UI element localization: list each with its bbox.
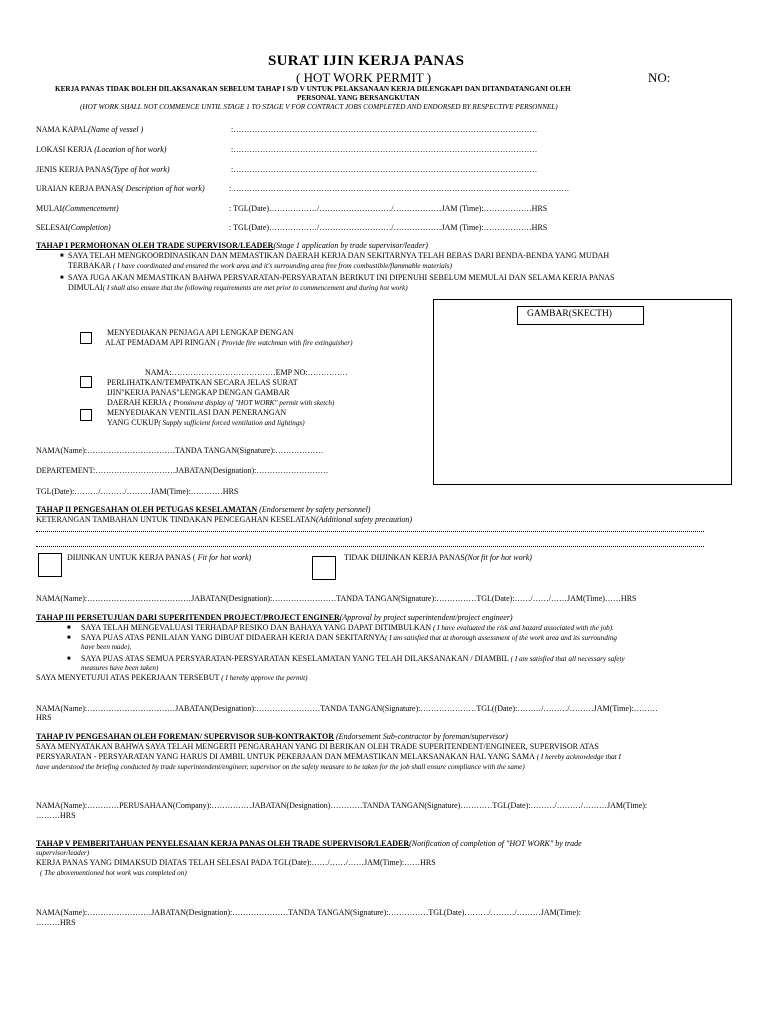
warning-line-2: PERSONAL YANG BERSANGKUTAN bbox=[297, 94, 420, 102]
bullet-icon: ■ bbox=[67, 656, 71, 662]
stage-1-bullet-1-cont: TERBAKAR ( I have coordinated and ensured the work area and it's surrounding area free from combustible/flammable materials) bbox=[68, 261, 452, 270]
sketch-label: GAMBAR(SKECTH) bbox=[527, 309, 612, 319]
stage-5-heading-cont: supervisor/leader) bbox=[36, 849, 90, 857]
stage-3-signature-line[interactable]: NAMA(Name):……………………………JABATAN(Designation):……………………TANDA TANGAN(Signature):…………………TGL((Date):………/………/………JAM(Time):……… bbox=[36, 704, 658, 713]
check-2-line-2: IJIN"KERJA PANAS"LENGKAP DENGAN GAMBAR bbox=[107, 388, 290, 397]
stage-4-line-2: PERSYARATAN - PERSYARATAN YANG HARUS DI AMBIL UNTUK PEKERJAAN DAN MEMASTIKAN MELAKSANAKAN HAL YANG SAMA ( I hereby acknowledge that I bbox=[36, 752, 621, 761]
permit-number-label: NO: bbox=[648, 70, 671, 85]
warning-line-1: KERJA PANAS TIDAK BOLEH DILAKSANAKAN SEBELUM TAHAP I S/D V UNTUK PELAKSANAAN KERJA DILENGKAPI DAN DITANDATANGANI OLEH bbox=[55, 85, 571, 93]
checkbox-fire-watchman[interactable] bbox=[80, 332, 92, 344]
bullet-icon: ■ bbox=[67, 625, 71, 631]
field-label-location: LOKASI KERJA (Location of hot work) bbox=[36, 145, 167, 154]
stage-1-bullet-2: SAYA JUGA AKAN MEMASTIKAN BAHWA PERSYARATAN-PERSYARATAN BERIKUT INI DIPENUHI SEBELUM MEMULAI DAN SELAMA KERJA PANAS bbox=[68, 273, 615, 282]
check-1-line-1: MENYEDIAKAN PENJAGA API LENGKAP DENGAN bbox=[107, 328, 294, 337]
field-label-description: URAIAN KERJA PANAS( Description of hot work) bbox=[36, 184, 205, 193]
stage-1-signature-name[interactable]: NAMA(Name):……………………………TANDA TANGAN(Signature):……………… bbox=[36, 446, 324, 455]
stage-2-note: KETERANGAN TAMBAHAN UNTUK TINDAKAN PENCEGAHAN KESELATAN(Additional safety precaution) bbox=[36, 515, 413, 524]
stage-3-bullet-2: SAYA PUAS ATAS PENILAIAN YANG DIBUAT DIDAERAH KERJA DAN SEKITARNYA( I am satisfied that at thorough assessment of the work area and its surrounding bbox=[81, 633, 618, 642]
stage-3-bullet-3-cont: measures have been taken) bbox=[81, 664, 159, 672]
field-label-vessel: NAMA KAPAL(Name of vessel ) bbox=[36, 125, 144, 134]
stage-5-line-1-en: ( The abovementioned hot work was completed on) bbox=[40, 869, 187, 877]
bullet-icon: ■ bbox=[67, 635, 71, 641]
check-3-line-2: YANG CUKUP( Supply sufficient forced ventilation and lightings) bbox=[107, 418, 305, 427]
stage-3-signature-hrs: HRS bbox=[36, 713, 52, 722]
bullet-icon: ■ bbox=[60, 275, 64, 281]
bullet-icon: ■ bbox=[60, 253, 64, 259]
warning-english: (HOT WORK SHALL NOT COMMENCE UNTIL STAGE 1 TO STAGE V FOR CONTRACT JOBS COMPLETED AND ENDORSED BY RESPECTIVE PERSONNEL) bbox=[80, 103, 558, 111]
stage-1-date[interactable]: TGL(Date):………/………/………JAM(Time):…………HRS bbox=[36, 487, 239, 496]
check-2-line-3: DAERAH KERJA ( Prominent display of "HOT WORK" permit with sketch) bbox=[107, 398, 335, 407]
watchman-name-line[interactable]: NAMA:…………………………………EMP NO:…………… bbox=[145, 368, 348, 377]
checkbox-not-fit-for-hot-work[interactable] bbox=[312, 556, 336, 580]
field-label-commencement: MULAI(Commencement) bbox=[36, 204, 119, 213]
field-value-type[interactable]: :…………………………………………………………………………………………………… bbox=[231, 165, 538, 174]
note-line-1[interactable] bbox=[36, 531, 704, 532]
checkbox-display-permit[interactable] bbox=[80, 376, 92, 388]
stage-5-line-1[interactable]: KERJA PANAS YANG DIMAKSUD DIATAS TELAH SELESAI PADA TGL(Date):……/……/……JAM(Time):……HRS bbox=[36, 858, 436, 867]
stage-3-heading: TAHAP III PERSETUJUAN DARI SUPERITENDEN PROJECT/PROJECT ENGINER(Approval by project superintendent/project engineer) bbox=[36, 613, 513, 622]
stage-3-bullet-3: SAYA PUAS ATAS SEMUA PERSYARATAN-PERSYARATAN KESELAMATAN YANG TELAH DILAKSANAKAN / DIAMBIL ( I am satisfied that all necessary safety bbox=[81, 654, 625, 663]
check-1-line-2: ALAT PEMADAM API RINGAN ( Provide fire watchman with fire extinguisher) bbox=[105, 338, 353, 347]
stage-1-department[interactable]: DEPARTEMENT:…………………………JABATAN(Designation):……………………… bbox=[36, 466, 329, 475]
stage-2-signature-line[interactable]: NAMA(Name):…………………………………JABATAN(Designation):……………………TANDA TANGAN(Signature):……………TGL(Date):……/……/……JAM(Time)……HRS bbox=[36, 594, 637, 603]
field-value-commencement[interactable]: : TGL(Date)………………/………………………/………………JAM (Time):………………HRS bbox=[229, 204, 548, 213]
stage-5-signature-line[interactable]: NAMA(Name):……………………JABATAN(Designation):…………………TANDA TANGAN(Signature):……………TGL(Date)………/………/………JAM(Time): bbox=[36, 908, 581, 917]
form-title: SURAT IJIN KERJA PANAS bbox=[268, 53, 465, 69]
stage-1-bullet-2-cont: DIMULAI( I shall also ensure that the following requirements are met prior to commencement and during hot work) bbox=[68, 283, 408, 292]
field-value-completion[interactable]: : TGL(Date)………………/………………………/………………JAM (Time):………………HRS bbox=[229, 223, 548, 232]
checkbox-ventilation[interactable] bbox=[80, 409, 92, 421]
field-value-location[interactable]: :…………………………………………………………………………………………………… bbox=[231, 145, 538, 154]
stage-4-heading: TAHAP IV PENGESAHAN OLEH FOREMAN/ SUPERVISOR SUB-KONTRAKTOR (Endorsement Sub-contractor by foreman/supervisor) bbox=[36, 732, 508, 741]
sketch-area[interactable] bbox=[433, 299, 732, 485]
check-3-line-1: MENYEDIAKAN VENTILASI DAN PENERANGAN bbox=[107, 408, 287, 417]
field-value-vessel[interactable]: :…………………………………………………………………………………………………… bbox=[231, 125, 538, 134]
note-line-2[interactable] bbox=[36, 546, 704, 547]
stage-4-signature-line[interactable]: NAMA(Name):…………PERUSAHAAN(Company):……………JABATAN(Designation)…………TANDA TANGAN(Signature)…………TGL(Date):………/………/………JAM(Time): bbox=[36, 801, 648, 810]
stage-3-bullet-1: SAYA TELAH MENGEVALUASI TERHADAP RESIKO DAN BAHAYA YANG DAPAT DITIMBULKAN ( I have evaluated the risk and hazard associated with the job). bbox=[81, 623, 614, 632]
field-label-completion: SELESAI(Completion) bbox=[36, 223, 111, 232]
checkbox-fit-for-hot-work[interactable] bbox=[38, 553, 62, 577]
stage-1-bullet-1: SAYA TELAH MENGKOORDINASIKAN DAN MEMASTIKAN DAERAH KERJA DAN SEKITARNYA TELAH BEBAS DARI BENDA-BENDA YANG MUDAH bbox=[68, 251, 610, 260]
fit-label: DIIJINKAN UNTUK KERJA PANAS ( Fit for hot work) bbox=[67, 553, 252, 562]
stage-4-line-3: have understood the briefing conducted by trade superintendent/engineer, supervisor on the safety measure to be taken for the job shall ensure compliance with the same) bbox=[36, 763, 525, 771]
not-fit-label: TIDAK DIIJINKAN KERJA PANAS(Not fit for hot work) bbox=[344, 553, 532, 562]
check-2-line-1: PERLIHATKAN/TEMPATKAN SECARA JELAS SURAT bbox=[107, 378, 298, 387]
stage-4-line-1: SAYA MENYATAKAN BAHWA SAYA TELAH MENGERTI PENGARAHAN YANG DI BERIKAN OLEH TRADE SUPERITENDENT/ENGINEER, SUPERVISOR ATAS bbox=[36, 742, 599, 751]
form-subtitle: ( HOT WORK PERMIT ) bbox=[296, 70, 432, 85]
field-label-type: JENIS KERJA PANAS(Type of hot work) bbox=[36, 165, 170, 174]
stage-5-heading: TAHAP V PEMBERITAHUAN PENYELESAIAN KERJA PANAS OLEH TRADE SUPERVISOR/LEADER(Notification of completion of "HOT WORK" by trade bbox=[36, 839, 582, 848]
stage-2-heading: TAHAP II PENGESAHAN OLEH PETUGAS KESELAMATAN (Endorsement by safety personnel) bbox=[36, 505, 371, 514]
stage-1-heading: TAHAP I PERMOHONAN OLEH TRADE SUPERVISOR/LEADER(Stage 1 application by trade supervisor/leader) bbox=[36, 241, 428, 250]
stage-5-signature-hrs: ………HRS bbox=[36, 918, 76, 927]
stage-4-signature-hrs: ………HRS bbox=[36, 811, 76, 820]
stage-3-approval: SAYA MENYETUJUI ATAS PEKERJAAN TERSEBUT ( I hereby approve the permit) bbox=[36, 673, 308, 682]
stage-3-bullet-2-cont: have been made). bbox=[81, 643, 132, 651]
field-value-description[interactable]: : ……………………………………………………………………………………………………………… bbox=[229, 184, 570, 193]
sketch-label-box bbox=[517, 306, 644, 325]
